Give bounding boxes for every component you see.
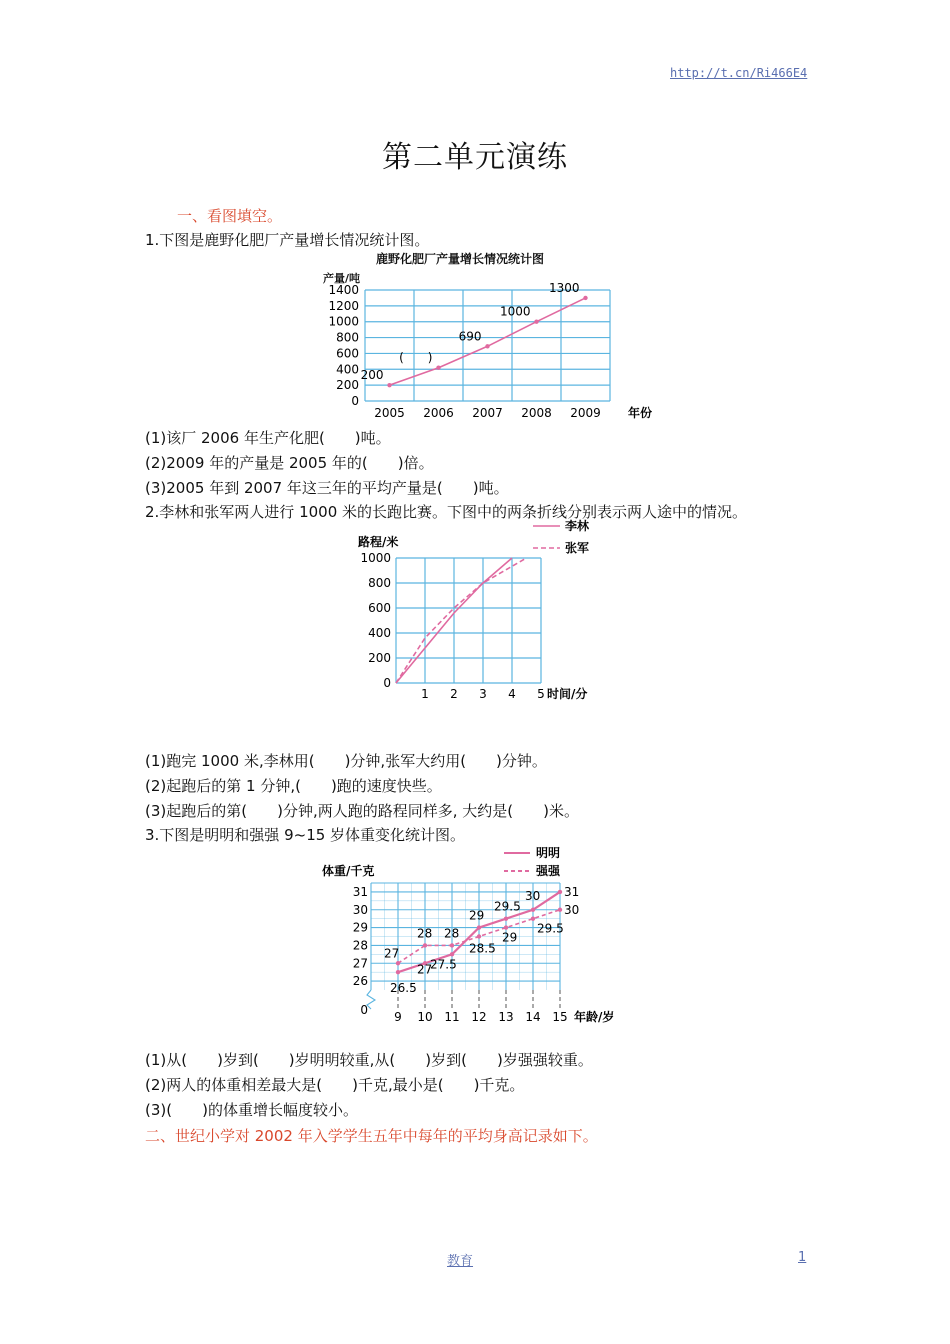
chart3-x-tick-label: 11 — [444, 1010, 460, 1024]
question-3-text: 3.下图是明明和强强 9~15 岁体重变化统计图。 — [145, 826, 466, 844]
question-2-part-3: (3)起跑后的第( )分钟,两人跑的路程同样多, 大约是( )米。 — [145, 802, 579, 820]
section-2-heading: 二、世纪小学对 2002 年入学学生五年中每年的平均身高记录如下。 — [145, 1127, 598, 1145]
chart1-data-point — [583, 296, 587, 300]
chart3-data-point — [396, 961, 400, 965]
chart2-x-tick-label: 3 — [479, 687, 487, 701]
production-line-chart — [315, 268, 653, 426]
chart2-legend-label: 李林 — [565, 519, 590, 533]
chart3-x-tick-label: 15 — [552, 1010, 568, 1024]
chart1-data-label: 200 — [360, 368, 384, 383]
chart3-data-label: 27.5 — [430, 957, 457, 972]
chart2-x-tick-label: 4 — [508, 687, 516, 701]
race-distance-line-chart — [350, 520, 610, 705]
chart1-x-tick-label: 2008 — [521, 406, 552, 420]
question-1-part-1: (1)该厂 2006 年生产化肥( )吨。 — [145, 429, 391, 447]
chart1-x-tick-label: 2006 — [423, 406, 454, 420]
chart1-data-point — [387, 383, 391, 387]
chart1-y-tick-label: 400 — [336, 362, 359, 377]
chart3-data-point — [531, 908, 535, 912]
chart3-data-point — [477, 925, 481, 929]
chart3-legend-label: 强强 — [536, 864, 561, 878]
chart1-y-tick-label: 800 — [336, 330, 359, 345]
chart1-y-tick-label: 0 — [351, 394, 359, 408]
chart3-data-point — [396, 970, 400, 974]
chart3-data-label: 30 — [525, 888, 541, 903]
chart3-data-point — [504, 916, 508, 920]
section-1-heading: 一、看图填空。 — [177, 207, 283, 225]
chart3-x-tick-label: 12 — [471, 1010, 487, 1024]
chart3-x-tick-label: 13 — [498, 1010, 514, 1024]
question-2-part-1: (1)跑完 1000 米,李林用( )分钟,张军大约用( )分钟。 — [145, 752, 547, 770]
page-number: 1 — [798, 1250, 807, 1265]
chart1-data-label: 1300 — [548, 280, 580, 295]
chart2-legend-label: 张军 — [565, 541, 590, 555]
chart2-y-tick-label: 200 — [368, 651, 391, 665]
chart3-y-tick-label: 29 — [352, 920, 368, 935]
chart1-y-axis-label: 产量/吨 — [323, 272, 361, 285]
chart2-series-line — [396, 558, 527, 683]
chart1-x-tick-label: 2005 — [374, 406, 405, 420]
question-3-part-1: (1)从( )岁到( )岁明明较重,从( )岁到( )岁强强较重。 — [145, 1051, 593, 1069]
question-1-part-2: (2)2009 年的产量是 2005 年的( )倍。 — [145, 454, 434, 472]
chart3-y-axis-label: 体重/千克 — [322, 864, 375, 878]
question-2-text: 2.李林和张军两人进行 1000 米的长跑比赛。下图中的两条折线分别表示两人途中的情况。 — [145, 503, 748, 521]
chart1-x-tick-label: 2009 — [570, 406, 601, 420]
chart3-data-label: 27 — [417, 962, 433, 977]
chart1-y-tick-label: 200 — [336, 378, 359, 393]
chart3-data-label: 27 — [384, 946, 400, 961]
chart3-x-tick-label: 9 — [394, 1010, 402, 1024]
header-url-link[interactable]: http://t.cn/Ri466E4 — [670, 66, 808, 80]
chart1-data-label: 690 — [458, 329, 482, 344]
question-1-text: 1.下图是鹿野化肥厂产量增长情况统计图。 — [145, 231, 430, 249]
chart3-data-point — [423, 943, 427, 947]
chart3-y-tick-label: 31 — [352, 884, 368, 899]
question-1-part-3: (3)2005 年到 2007 年这三年的平均产量是( )吨。 — [145, 479, 509, 497]
question-3-part-3: (3)( )的体重增长幅度较小。 — [145, 1101, 358, 1119]
chart2-x-tick-label: 2 — [450, 687, 458, 701]
chart3-data-point — [531, 916, 535, 920]
weight-line-chart — [318, 843, 638, 1028]
chart1-y-tick-label: 1000 — [328, 314, 359, 329]
chart3-data-label: 28 — [417, 926, 433, 941]
chart3-data-label: 26.5 — [390, 981, 417, 996]
chart1-data-point — [534, 320, 538, 324]
chart3-data-point — [477, 934, 481, 938]
chart3-data-point — [450, 952, 454, 956]
chart1-x-tick-label: 2007 — [472, 406, 503, 420]
question-3-part-2: (2)两人的体重相差最大是( )千克,最小是( )千克。 — [145, 1076, 525, 1094]
chart3-y-tick-label: 26 — [352, 974, 368, 989]
chart3-axis-break — [367, 990, 375, 1009]
chart2-y-tick-label: 0 — [383, 676, 391, 690]
chart1-data-label: 1000 — [499, 304, 531, 319]
chart3-data-label: 29.5 — [494, 899, 521, 914]
chart3-data-point — [450, 943, 454, 947]
chart3-legend-label: 明明 — [536, 846, 561, 860]
chart2-x-tick-label: 1 — [421, 687, 429, 701]
chart2-y-axis-label: 路程/米 — [358, 535, 399, 549]
chart1-title: 鹿野化肥厂产量增长情况统计图 — [376, 252, 545, 266]
chart2-x-tick-label: 5 — [537, 687, 545, 701]
chart2-y-tick-label: 600 — [368, 601, 391, 615]
chart3-data-point — [558, 890, 562, 894]
chart3-x-tick-label: 10 — [417, 1010, 433, 1024]
chart3-data-label: 31 — [564, 884, 580, 899]
chart3-x-tick-label: 14 — [525, 1010, 541, 1024]
chart3-data-label: 28.5 — [469, 941, 496, 956]
chart3-x-axis-label: 年龄/岁 — [574, 1010, 615, 1024]
chart3-y-tick-label: 28 — [352, 938, 368, 953]
chart2-y-tick-label: 400 — [368, 626, 391, 640]
chart3-data-point — [558, 908, 562, 912]
chart2-y-tick-label: 1000 — [360, 551, 391, 565]
footer-link[interactable]: 教育 — [447, 1254, 474, 1269]
chart3-data-label: 29 — [469, 908, 485, 923]
chart1-y-tick-label: 1200 — [328, 298, 359, 313]
chart1-data-point — [485, 344, 489, 348]
chart3-data-label: 29.5 — [537, 921, 564, 936]
chart2-x-axis-label: 时间/分 — [547, 687, 588, 701]
chart3-data-label: 29 — [502, 930, 518, 945]
chart3-y-tick-label: 0 — [360, 1003, 368, 1017]
chart3-data-label: 30 — [564, 902, 580, 917]
page-title: 第二单元演练 — [382, 140, 568, 175]
chart1-x-axis-label: 年份 — [628, 406, 653, 420]
chart1-data-point — [436, 366, 440, 370]
question-2-part-2: (2)起跑后的第 1 分钟,( )跑的速度快些。 — [145, 777, 442, 795]
chart1-y-tick-label: 1400 — [328, 283, 359, 297]
chart3-data-label: 28 — [444, 926, 460, 941]
chart2-y-tick-label: 800 — [368, 576, 391, 590]
chart3-data-point — [504, 925, 508, 929]
chart1-series-line — [390, 298, 586, 385]
chart3-y-tick-label: 30 — [352, 902, 368, 917]
chart1-data-label: ( ) — [399, 350, 433, 365]
chart3-y-tick-label: 27 — [352, 956, 368, 971]
chart1-y-tick-label: 600 — [336, 346, 359, 361]
